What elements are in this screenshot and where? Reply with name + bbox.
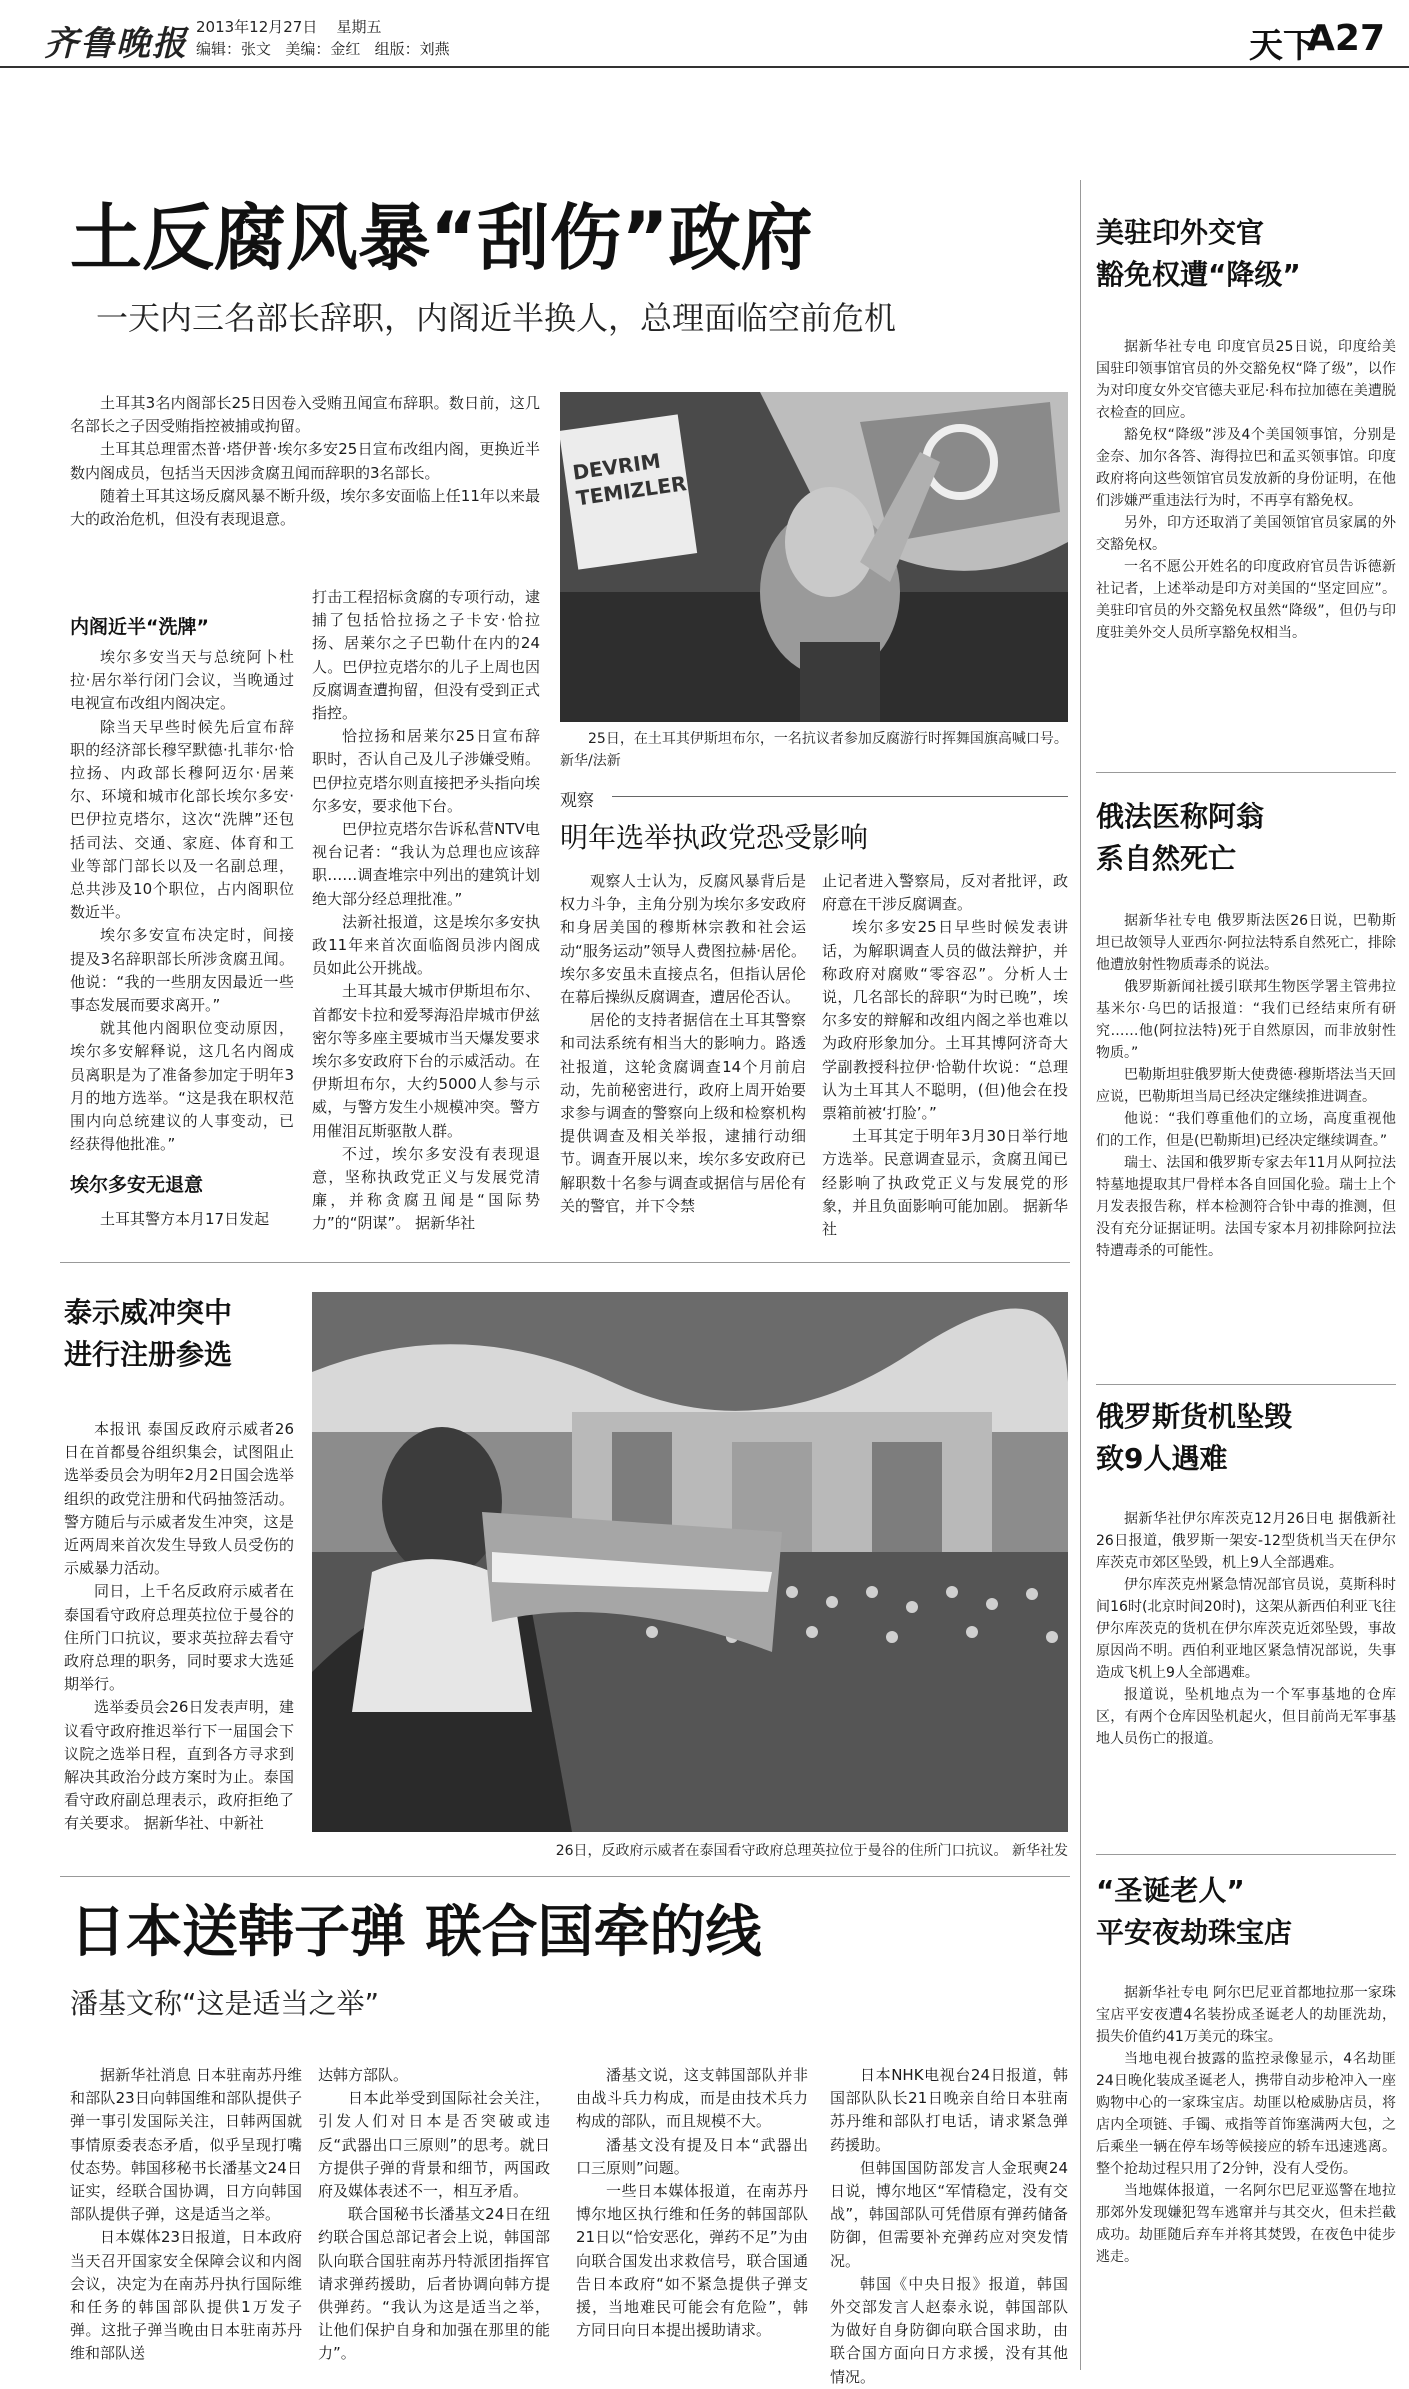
section-divider [60, 1876, 1070, 1877]
sidebar-divider-line [1096, 1854, 1396, 1855]
analysis-column-2 [822, 870, 1068, 1241]
headline-line: 致9人遇难 [1096, 1442, 1228, 1475]
lead-column-1 [70, 646, 294, 1156]
sidebar-story3-body [1096, 1508, 1396, 1750]
analysis-title: 明年选举执政党恐受影响 [560, 821, 869, 854]
body-para: 巴勒斯坦驻俄罗斯大使费德·穆斯塔法当天回应说，巴勒斯坦当局已经决定继续推进调查。 [1096, 1067, 1396, 1105]
body-para: 俄罗斯新闻社援引联邦生物医学署主管弗拉基米尔·乌巴的话报道：“我们已经结束所有研究……他(阿拉法特)死于自然原因，而非放射性物质。” [1096, 979, 1396, 1061]
issue-weekday: 星期五 [336, 18, 382, 36]
headline-line: 美驻印外交官 [1096, 216, 1265, 249]
sidebar-story2-body [1096, 910, 1396, 1262]
body-para: 据新华社消息 日本驻南苏丹维和部队23日向韩国维和部队提供子弹一事引发国际关注，日韩两国就事情原委表态矛盾，似乎呈现打嘴仗态势。韩国移秘书长潘基文24日证实，经联合国协调，日方向韩国部队提供子弹，这是适当之举。 [70, 2066, 302, 2224]
japan-column-1 [70, 2064, 302, 2366]
analysis-rule [612, 796, 1068, 797]
lead-photo-art [560, 392, 1068, 722]
body-para: 恰拉扬和居莱尔25日宣布辞职时，否认自己及儿子涉嫌受贿。巴伊拉克塔尔则直接把矛头指向埃尔多安，要求他下台。 [312, 727, 540, 815]
section-divider [60, 1262, 1070, 1263]
body-para: 据新华社伊尔库茨克12月26日电 据俄新社26日报道，俄罗斯一架安-12型货机当天在伊尔库茨克市郊区坠毁，机上9人全部遇难。 [1096, 1511, 1396, 1571]
body-para: 法新社报道，这是埃尔多安执政11年来首次面临阁员涉内阁成员如此公开挑战。 [312, 912, 540, 978]
sidebar-story3-headline [1096, 1396, 1396, 1480]
body-para: 日本NHK电视台24日报道，韩国部队队长21日晚亲自给日本驻南苏丹维和部队打电话，请求紧急弹药援助。 [830, 2066, 1068, 2154]
body-para: 他说：“我们尊重他们的立场，高度重视他们的工作，但是(巴勒斯坦)已经决定继续调查。” [1096, 1111, 1396, 1149]
lead-headline: 土反腐风暴“刮伤”政府 [70, 196, 813, 280]
body-para: 本报讯 泰国反政府示威者26日在首都曼谷组织集会，试图阻止选举委员会为明年2月2日国会选举组织的政党注册和代码抽签活动。警方随后与示威者发生冲突，这是近两周来首次发生导致人员受伤的示威暴力活动。 [64, 1420, 294, 1578]
headline-line: 系自然死亡 [1096, 842, 1237, 875]
body-para: 土耳其最大城市伊斯坦布尔、首都安卡拉和爱琴海沿岸城市伊兹密尔等多座主要城市当天爆发要求埃尔多安政府下台的示威活动。在伊斯坦布尔，大约5000人参与示威，与警方发生小规模冲突。警方用催泪瓦斯驱散人群。 [312, 982, 540, 1140]
sidebar-story4-headline [1096, 1870, 1396, 1954]
thai-headline-line: 进行注册参选 [64, 1338, 233, 1371]
body-para: 联合国秘书长潘基文24日在纽约联合国总部记者会上说，韩国部队向联合国驻南苏丹特派团指挥官请求弹药援助，后者协调向韩方提供弹药。“我认为这是适当之举，让他们保护自身和加强在那里的能力”。 [318, 2205, 550, 2363]
body-para: 一名不愿公开姓名的印度政府官员告诉德新社记者，上述举动是印方对美国的“坚定回应”。美驻印官员的外交豁免权虽然“降级”，但仍与印度驻美外交人员所享豁免权相当。 [1096, 559, 1396, 641]
lead-intro [70, 392, 540, 531]
lead-subhead-2: 埃尔多安无退意 [70, 1174, 204, 1196]
lead-photo [560, 392, 1068, 722]
designer-credit: 美编：金红 [285, 40, 361, 58]
body-para: 潘基文没有提及日本“武器出口三原则”问题。 [576, 2135, 808, 2177]
japan-column-2 [318, 2064, 550, 2366]
body-para: 达韩方部队。 [318, 2066, 409, 2084]
body-para: 伊尔库茨克州紧急情况部官员说，莫斯科时间16时(北京时间20时)，这架从新西伯利亚飞往伊尔库茨克的货机在伊尔库茨克近郊坠毁，事故原因尚不明。西伯利亚地区紧急情况部说，失事造成飞机上9人全部遇难。 [1096, 1577, 1396, 1681]
headline-line: 平安夜劫珠宝店 [1096, 1916, 1293, 1949]
body-para: 但韩国国防部发言人金珉奭24日说，博尔地区“军情稳定，没有交战”，韩国部队可凭借原有弹药储备防御，但需要补充弹药应对突发情况。 [830, 2158, 1068, 2270]
sidebar-story2-headline [1096, 796, 1396, 880]
lead-subhead-1: 内阁近半“洗牌” [70, 616, 209, 638]
body-para: 瑞士、法国和俄罗斯专家去年11月从阿拉法特墓地提取其尸骨样本各自回国化验。瑞士上个月发表报告称，样本检测符合钋中毒的推测，但没有充分证据证明。法国专家本月初排除阿拉法特遭毒杀的可能性。 [1096, 1155, 1396, 1259]
body-para: 埃尔多安当天与总统阿卜杜拉·居尔举行闭门会议，当晚通过电视宣布改组内阁决定。 [70, 648, 294, 713]
body-para: 除当天早些时候先后宣布辞职的经济部长穆罕默德·扎菲尔·恰拉扬、内政部长穆阿迈尔·居莱尔、环境和城市化部长埃尔多安·巴伊拉克塔尔，这次“洗牌”还包括司法、交通、家庭、体育和工业等部门部长以及一名副总理，总共涉及10个职位，占内阁职位数近半。 [70, 717, 294, 922]
lead-intro-para: 随着土耳其这场反腐风暴不断升级，埃尔多安面临上任11年以来最大的政治危机，但没有表现退意。 [70, 486, 540, 529]
body-para: 同日，上千名反政府示威者在泰国看守政府总理英拉位于曼谷的住所门口抗议，要求英拉辞去看守政府总理的职务，同时要求大选延期举行。 [64, 1582, 294, 1694]
sidebar-story1-body [1096, 336, 1396, 644]
section-title: 天下 [1249, 26, 1317, 66]
sidebar-story4-body [1096, 1982, 1396, 2268]
japan-headline: 日本送韩子弹 联合国牵的线 [70, 1900, 762, 1965]
japan-subtitle: 潘基文称“这是适当之举” [70, 1987, 380, 2020]
lead-column-1-tail [70, 1208, 294, 1231]
sidebar-divider-line [1096, 772, 1396, 773]
lead-photo-caption: 25日，在土耳其伊斯坦布尔，一名抗议者参加反腐游行时挥舞国旗高喊口号。 新华/法新 [560, 731, 1068, 769]
headline-line: 俄罗斯货机坠毁 [1096, 1400, 1293, 1433]
body-para: 选举委员会26日发表声明，建议看守政府推迟举行下一届国会下议院之选举日程，直到各方寻求到解决其政治分歧方案时为止。泰国看守政府副总理表示，政府拒绝了有关要求。 据新华社、中新社 [64, 1698, 294, 1833]
sidebar-story1-headline [1096, 212, 1396, 296]
masthead-meta [196, 16, 450, 60]
lead-column-2 [312, 586, 540, 1236]
sidebar-divider-line [1096, 1384, 1396, 1385]
body-para: 另外，印方还取消了美国领馆官员家属的外交豁免权。 [1096, 515, 1396, 553]
body-para: 韩国《中央日报》报道，韩国外交部发言人赵泰永说，韩国部队为做好自身防御向联合国求助，由联合国方面向日方求援，没有其他情况。 [830, 2274, 1068, 2386]
japan-column-3 [576, 2064, 808, 2342]
body-para: 巴伊拉克塔尔告诉私营NTV电视台记者：“我认为总理也应该辞职……调查堆宗中列出的建筑计划绝大部分经总理批准。” [312, 820, 540, 908]
lead-intro-para: 土耳其总理雷杰普·塔伊普·埃尔多安25日宣布改组内阁，更换近半数内阁成员，包括当天因涉贪腐丑闻而辞职的3名部长。 [70, 440, 540, 482]
lead-intro-para: 土耳其3名内阁部长25日因卷入受贿丑闻宣布辞职。数日前，这几名部长之子因受贿指控被捕或拘留。 [70, 394, 540, 436]
thai-headline-line: 泰示威冲突中 [64, 1296, 233, 1329]
analysis-tag: 观察 [560, 791, 594, 811]
body-para: 据新华社专电 俄罗斯法医26日说，巴勒斯坦已故领导人亚西尔·阿拉法特系自然死亡，排除他遭放射性物质毒杀的说法。 [1096, 913, 1396, 973]
thai-headline [64, 1292, 232, 1376]
body-para: 居伦的支持者据信在土耳其警察和司法系统有相当大的影响力。路透社报道，这轮贪腐调查14个月前启动，先前秘密进行，政府上周开始要求参与调查的警察向上级和检察机构提供调查及相关举报，逮捕行动细节。调查开展以来，埃尔多安政府已解职数十名参与调查或据信与居伦有关的警官，并下令禁 [560, 1011, 806, 1215]
issue-date: 2013年12月27日 [196, 18, 318, 36]
body-para: 止记者进入警察局，反对者批评，政府意在干涉反腐调查。 [822, 872, 1068, 914]
body-para: 埃尔多安宣布决定时，间接提及3名辞职部长所涉贪腐丑闻。他说：“我的一些朋友因最近一些事态发展而要求离开。” [70, 926, 294, 1015]
body-para: 一些日本媒体报道，在南苏丹博尔地区执行维和任务的韩国部队21日以“恰安恶化，弹药不足”为由向联合国发出求救信号，联合国通告日本政府“如不紧急提供子弹支援，当地难民可能会有危险”，韩方同日向日本提出援助请求。 [576, 2182, 808, 2340]
thai-body [64, 1418, 294, 1836]
editor-credit: 编辑：张文 [196, 40, 272, 58]
body-para: 埃尔多安25日早些时候发表讲话，为解职调查人员的做法辩护，并称政府对腐败“零容忍”。分析人士说，几名部长的辞职“为时已晚”，埃尔多安的辩解和改组内阁之举也难以为政府形象加分。土耳其博阿济奇大学副教授科拉伊·恰勒什坎说：“总理认为土耳其人不聪明，(但)他会在投票箱前被‘打脸’。” [822, 918, 1068, 1123]
body-para: 日本此举受到国际社会关注，引发人们对日本是否突破或违反“武器出口三原则”的思考。就日方提供子弹的背景和细节，两国政府及媒体表述不一，相互矛盾。 [318, 2089, 550, 2201]
masthead-logo: 齐鲁晚报 [44, 24, 188, 64]
japan-column-4 [830, 2064, 1068, 2389]
lead-subtitle: 一天内三名部长辞职，内阁近半换人，总理面临空前危机 [96, 299, 897, 337]
body-para: 当地电视台披露的监控录像显示，4名劫匪24日晚化装成圣诞老人，携带自动步枪冲入一座购物中心的一家珠宝店。劫匪以枪威胁店员，将店内全项链、手镯、戒指等首饰塞满两大包，之后乘坐一辆在停车场等候接应的轿车迅速逃离。整个抢劫过程只用了2分钟，没有人受伤。 [1096, 2051, 1396, 2177]
thai-photo-caption: 26日，反政府示威者在泰国看守政府总理英拉位于曼谷的住所门口抗议。 新华社发 [555, 1843, 1068, 1859]
sidebar-divider [1080, 180, 1081, 2370]
body-para: 土耳其定于明年3月30日举行地方选举。民意调查显示，贪腐丑闻已经影响了执政党正义与发展党的形象，并且负面影响可能加剧。 据新华社 [822, 1127, 1068, 1239]
proof-credit: 组版：刘燕 [374, 40, 450, 58]
headline-line: 豁免权遭“降级” [1096, 258, 1301, 291]
page-number: A27 [1307, 18, 1385, 59]
masthead-rule [0, 66, 1409, 68]
body-para: 据新华社专电 阿尔巴尼亚首都地拉那一家珠宝店平安夜遭4名装扮成圣诞老人的劫匪洗劫，损失价值约41万美元的珠宝。 [1096, 1985, 1396, 2045]
headline-line: 俄法医称阿翁 [1096, 800, 1265, 833]
body-para: 潘基文说，这支韩国部队并非由战斗兵力构成，而是由技术兵力构成的部队，而且规模不大。 [576, 2066, 808, 2131]
body-para: 报道说，坠机地点为一个军事基地的仓库区，有两个仓库因坠机起火，但目前尚无军事基地人员伤亡的报道。 [1096, 1687, 1396, 1747]
body-para: 观察人士认为，反腐风暴背后是权力斗争，主角分别为埃尔多安政府和身居美国的穆斯林宗教和社会运动“服务运动”领导人费图拉赫·居伦。埃尔多安虽未直接点名，但指认居伦在幕后操纵反腐调查，遭居伦否认。 [560, 872, 806, 1007]
body-para: 打击工程招标贪腐的专项行动，逮捕了包括恰拉扬之子卡安·恰拉扬、居莱尔之子巴勒什在内的24人。巴伊拉克塔尔的儿子上周也因反腐调查遭拘留，但没有受到正式指控。 [312, 588, 540, 723]
thai-photo [312, 1292, 1068, 1832]
body-para: 不过，埃尔多安没有表现退意，坚称执政党正义与发展党清廉，并称贪腐丑闻是“国际势力”的“阴谋”。 据新华社 [312, 1144, 540, 1233]
body-para: 就其他内阁职位变动原因，埃尔多安解释说，这几名内阁成员离职是为了准备参加定于明年3月的地方选举。“这是我在职权范围内向总统建议的人事变动，已经获得他批准。” [70, 1019, 294, 1154]
body-para: 日本媒体23日报道，日本政府当天召开国家安全保障会议和内阁会议，决定为在南苏丹执行国际维和任务的韩国部队提供1万发子弹。这批子弹当晚由日本驻南苏丹维和部队送 [70, 2228, 302, 2363]
body-para: 据新华社专电 印度官员25日说，印度给美国驻印领事馆官员的外交豁免权“降了级”，以作为对印度女外交官德夫亚尼·科布拉加德在美遭脱衣检查的回应。 [1096, 339, 1396, 421]
body-para: 土耳其警方本月17日发起 [100, 1210, 270, 1228]
body-para: 当地媒体报道，一名阿尔巴尼亚巡警在地拉那郊外发现嫌犯驾车逃窜并与其交火，但未拦截成功。劫匪随后弃车并将其焚毁，在夜色中徒步逃走。 [1096, 2183, 1396, 2265]
body-para: 豁免权“降级”涉及4个美国领事馆，分别是金奈、加尔各答、海得拉巴和孟买领事馆。印度政府将向这些领馆官员发放新的身份证明，在他们涉嫌严重违法行为时，不再享有豁免权。 [1096, 427, 1396, 509]
protest-sign-text: DEVRIM TEMIZLER [571, 448, 688, 511]
headline-line: “圣诞老人” [1096, 1874, 1245, 1907]
thai-photo-art [312, 1292, 1068, 1832]
analysis-column-1 [560, 870, 806, 1218]
